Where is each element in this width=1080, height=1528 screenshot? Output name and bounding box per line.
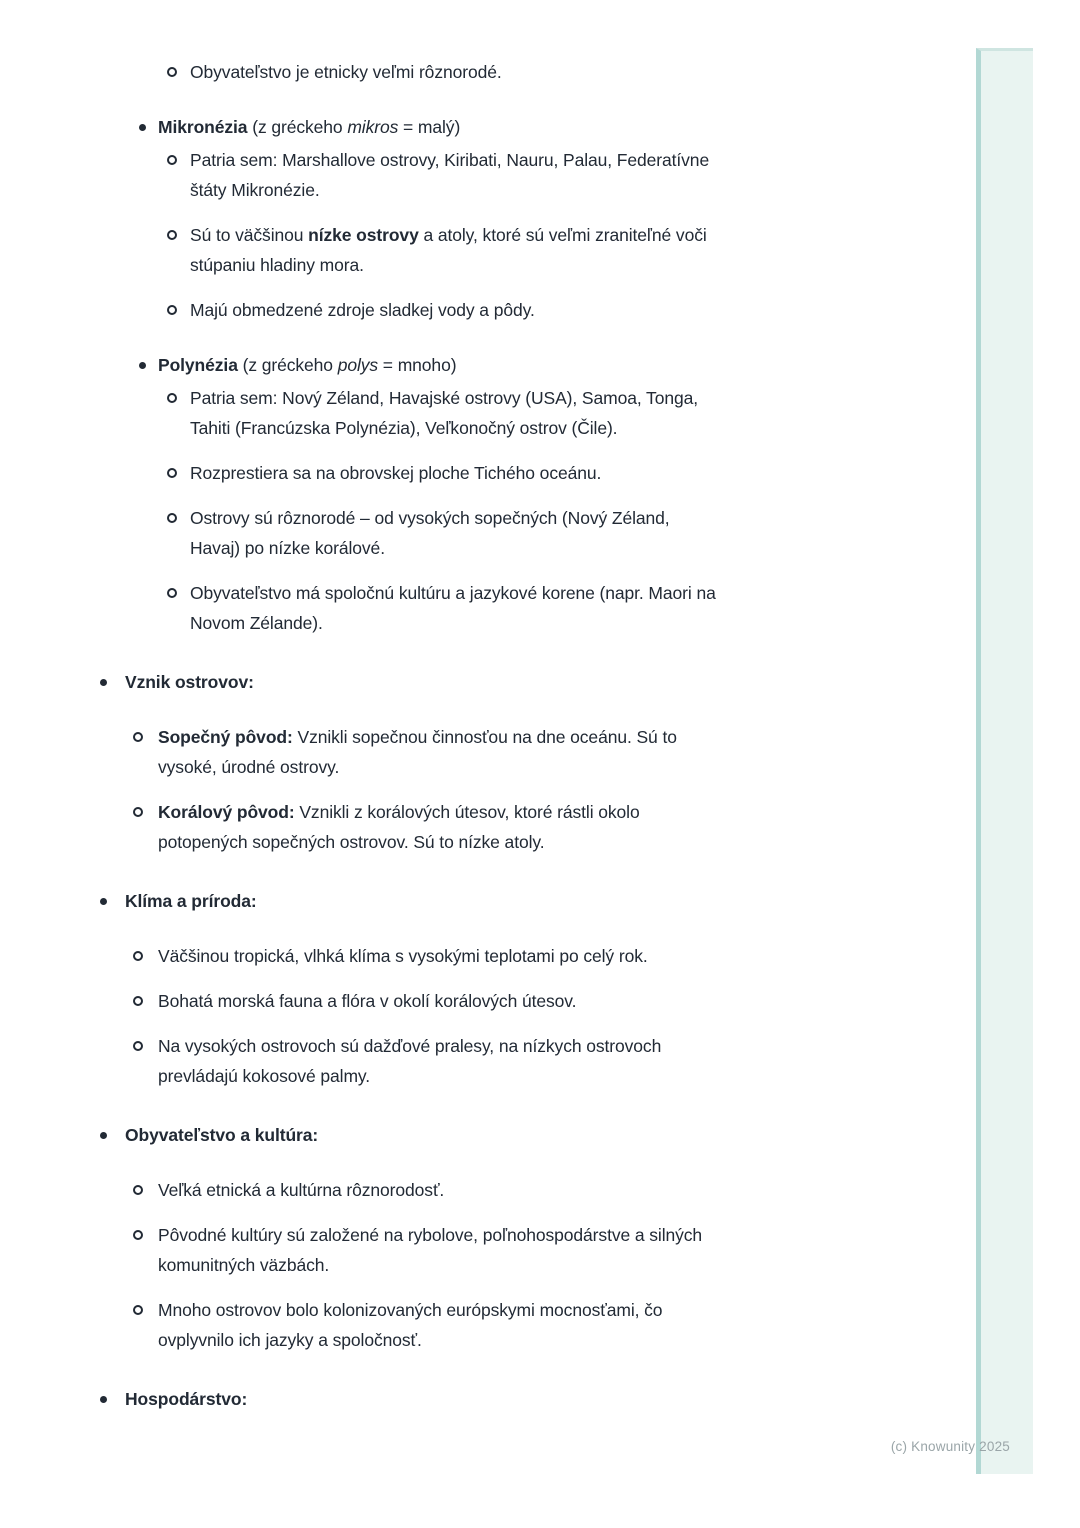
list-item bbox=[0, 1120, 1032, 1150]
circle-bullet-icon bbox=[167, 468, 177, 478]
list-item-text: Rozprestiera sa na obrovskej ploche Tichého oceánu. bbox=[190, 463, 602, 483]
list-item bbox=[0, 112, 1032, 142]
disc-bullet-icon bbox=[139, 362, 146, 369]
list-item bbox=[0, 57, 1032, 87]
circle-bullet-icon bbox=[133, 1305, 143, 1315]
list-item bbox=[0, 722, 1032, 782]
list-item bbox=[0, 145, 1032, 205]
list-item-text: Sopečný pôvod: Vznikli sopečnou činnosťou na dne oceánu. Sú to vysoké, úrodné ostrovy. bbox=[158, 727, 677, 777]
list-item-text: Patria sem: Nový Zéland, Havajské ostrovy (USA), Samoa, Tonga, Tahiti (Francúzska Polynézia), Veľkonočný ostrov (Čile). bbox=[190, 388, 698, 438]
list-item-text: Pôvodné kultúry sú založené na rybolove, poľnohospodárstve a silných komunitných väzbách. bbox=[158, 1225, 703, 1275]
disc-bullet-icon bbox=[100, 1396, 107, 1403]
list-item-text: Ostrovy sú rôznorodé – od vysokých sopečných (Nový Zéland, Havaj) po nízke korálové. bbox=[190, 508, 670, 558]
list-item-text: Na vysokých ostrovoch sú dažďové pralesy, na nízkych ostrovoch prevládajú kokosové palmy. bbox=[158, 1036, 662, 1086]
circle-bullet-icon bbox=[167, 155, 177, 165]
list-item-text: Polynézia (z gréckeho polys = mnoho) bbox=[158, 355, 457, 375]
circle-bullet-icon bbox=[133, 1041, 143, 1051]
circle-bullet-icon bbox=[167, 67, 177, 77]
circle-bullet-icon bbox=[133, 951, 143, 961]
list-item-text: Klíma a príroda: bbox=[125, 891, 257, 911]
list-item bbox=[0, 797, 1032, 857]
notes-list bbox=[0, 57, 1032, 1414]
list-item bbox=[0, 350, 1032, 380]
list-item bbox=[0, 667, 1032, 697]
circle-bullet-icon bbox=[167, 305, 177, 315]
list-item bbox=[0, 578, 1032, 638]
list-item-text: Korálový pôvod: Vznikli z korálových útesov, ktoré rástli okolo potopených sopečných ostrovov. Sú to nízke atoly. bbox=[158, 802, 640, 852]
list-item bbox=[0, 886, 1032, 916]
circle-bullet-icon bbox=[133, 732, 143, 742]
circle-bullet-icon bbox=[167, 513, 177, 523]
list-item-text: Patria sem: Marshallove ostrovy, Kiribati, Nauru, Palau, Federatívne štáty Mikronézie. bbox=[190, 150, 710, 200]
list-item bbox=[0, 1031, 1032, 1091]
list-item-text: Väčšinou tropická, vlhká klíma s vysokými teplotami po celý rok. bbox=[158, 946, 648, 966]
list-item bbox=[0, 458, 1032, 488]
list-item bbox=[0, 383, 1032, 443]
list-item bbox=[0, 941, 1032, 971]
list-item bbox=[0, 1220, 1032, 1280]
list-item-text: Veľká etnická a kultúrna rôznorodosť. bbox=[158, 1180, 445, 1200]
list-item-text: Mikronézia (z gréckeho mikros = malý) bbox=[158, 117, 461, 137]
list-item bbox=[0, 295, 1032, 325]
circle-bullet-icon bbox=[167, 230, 177, 240]
list-item bbox=[0, 1175, 1032, 1205]
disc-bullet-icon bbox=[100, 898, 107, 905]
list-item-text: Hospodárstvo: bbox=[125, 1389, 248, 1409]
circle-bullet-icon bbox=[133, 996, 143, 1006]
list-item bbox=[0, 503, 1032, 563]
disc-bullet-icon bbox=[100, 1132, 107, 1139]
list-item-text: Obyvateľstvo je etnicky veľmi rôznorodé. bbox=[190, 62, 502, 82]
list-item-text: Majú obmedzené zdroje sladkej vody a pôdy. bbox=[190, 300, 535, 320]
list-item-text: Sú to väčšinou nízke ostrovy a atoly, ktoré sú veľmi zraniteľné voči stúpaniu hladiny mora. bbox=[190, 225, 707, 275]
list-item-text: Obyvateľstvo má spoločnú kultúru a jazykové korene (napr. Maori na Novom Zélande). bbox=[190, 583, 716, 633]
copyright-watermark: (c) Knowunity 2025 bbox=[890, 1439, 1010, 1454]
list-item-text: Bohatá morská fauna a flóra v okolí korálových útesov. bbox=[158, 991, 577, 1011]
list-item bbox=[0, 1295, 1032, 1355]
circle-bullet-icon bbox=[167, 393, 177, 403]
list-item bbox=[0, 986, 1032, 1016]
list-item-text: Mnoho ostrovov bolo kolonizovaných európskymi mocnosťami, čo ovplyvnilo ich jazyky a spoločnosť. bbox=[158, 1300, 663, 1350]
list-item-text: Obyvateľstvo a kultúra: bbox=[125, 1125, 319, 1145]
circle-bullet-icon bbox=[133, 1230, 143, 1240]
disc-bullet-icon bbox=[100, 679, 107, 686]
circle-bullet-icon bbox=[133, 1185, 143, 1195]
list-item bbox=[0, 1384, 1032, 1414]
list-item-text: Vznik ostrovov: bbox=[125, 672, 254, 692]
list-item bbox=[0, 220, 1032, 280]
circle-bullet-icon bbox=[167, 588, 177, 598]
disc-bullet-icon bbox=[139, 124, 146, 131]
circle-bullet-icon bbox=[133, 807, 143, 817]
